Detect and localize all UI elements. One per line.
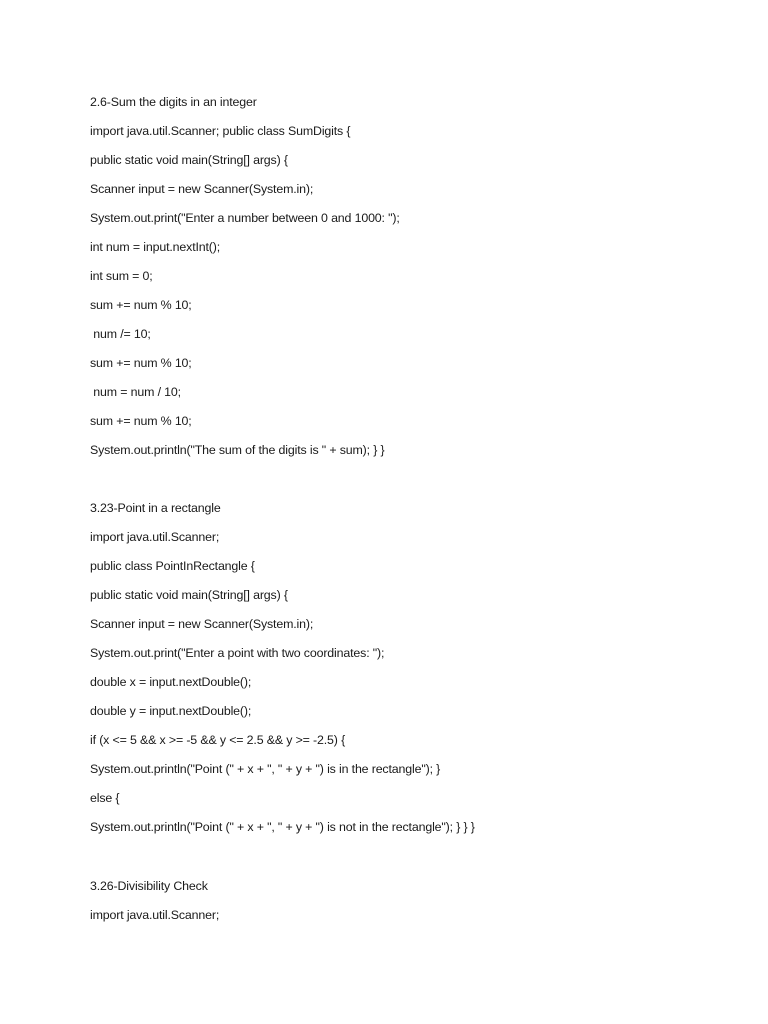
code-line: else { <box>90 791 120 805</box>
code-line: System.out.print("Enter a number between 0 and 1000: "); <box>90 211 400 225</box>
section-heading: 3.26-Divisibility Check <box>90 879 208 893</box>
code-line: import java.util.Scanner; <box>90 530 220 544</box>
code-line: num = num / 10; <box>90 385 181 399</box>
code-line: public class PointInRectangle { <box>90 559 255 573</box>
code-line: System.out.println("Point (" + x + ", " + y + ") is not in the rectangle"); } } } <box>90 820 475 834</box>
code-line: if (x <= 5 && x >= -5 && y <= 2.5 && y >= -2.5) { <box>90 733 346 747</box>
code-line: Scanner input = new Scanner(System.in); <box>90 182 314 196</box>
code-line: System.out.println("The sum of the digits is " + sum); } } <box>90 443 385 457</box>
section-heading: 2.6-Sum the digits in an integer <box>90 95 257 109</box>
code-line: int num = input.nextInt(); <box>90 240 221 254</box>
code-line: import java.util.Scanner; <box>90 908 220 922</box>
code-line: sum += num % 10; <box>90 298 192 312</box>
code-line: double x = input.nextDouble(); <box>90 675 252 689</box>
code-line: System.out.println("Point (" + x + ", " + y + ") is in the rectangle"); } <box>90 762 441 776</box>
code-line: int sum = 0; <box>90 269 153 283</box>
code-line: System.out.print("Enter a point with two coordinates: "); <box>90 646 385 660</box>
code-line: double y = input.nextDouble(); <box>90 704 252 718</box>
code-line: import java.util.Scanner; public class SumDigits { <box>90 124 351 138</box>
code-line: num /= 10; <box>90 327 151 341</box>
code-line: sum += num % 10; <box>90 414 192 428</box>
code-line: public static void main(String[] args) { <box>90 588 288 602</box>
section-heading: 3.23-Point in a rectangle <box>90 501 221 515</box>
code-line: Scanner input = new Scanner(System.in); <box>90 617 314 631</box>
code-line: public static void main(String[] args) { <box>90 153 288 167</box>
code-line: sum += num % 10; <box>90 356 192 370</box>
